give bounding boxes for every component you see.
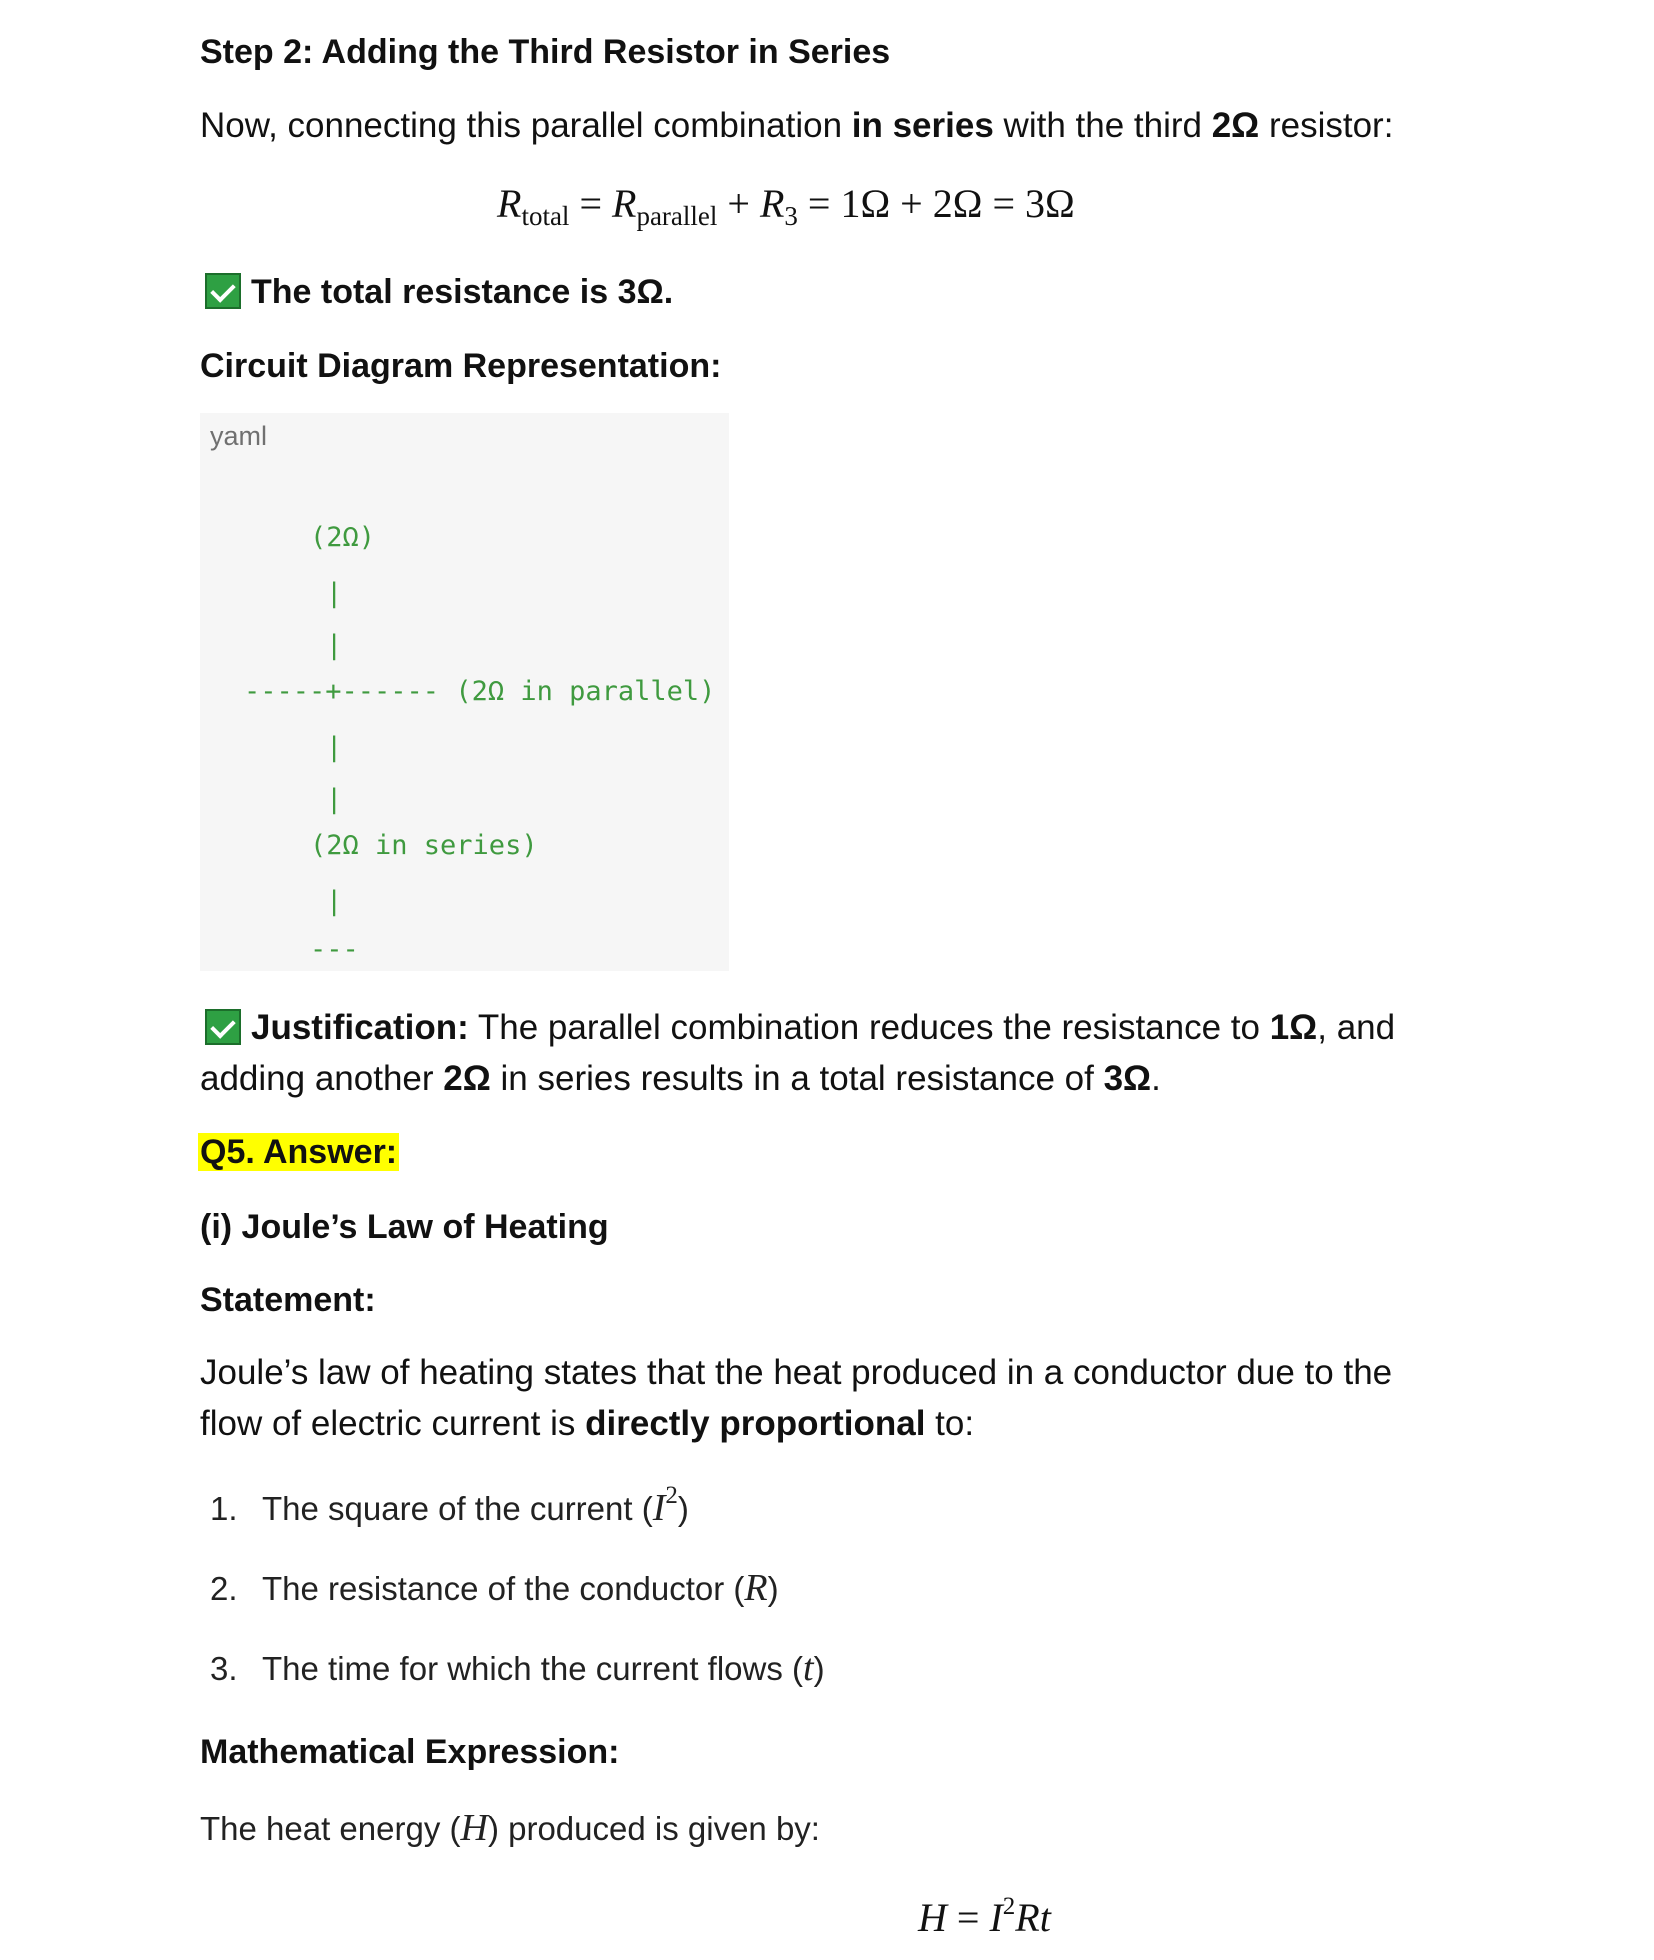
step2-intro xyxy=(200,100,1393,151)
r3-symbol: R xyxy=(759,181,785,226)
q5-answer-label xyxy=(198,1130,399,1174)
math-expression-heading: Mathematical Expression: xyxy=(200,1733,620,1771)
check-mark-icon xyxy=(205,1009,241,1045)
code-line: (2Ω) xyxy=(310,522,376,553)
q5-answer-highlight: Q5. Answer: xyxy=(200,1133,398,1171)
total-resistance-equation xyxy=(497,180,1075,231)
code-line: | xyxy=(326,784,343,815)
formula-equals: = xyxy=(946,1895,990,1940)
heat-text: ) produced is given by: xyxy=(487,1810,820,1847)
list-text: The time for which the current flows ( xyxy=(262,1650,804,1687)
justification-line2 xyxy=(200,1053,1161,1104)
heat-text: The heat energy ( xyxy=(200,1810,461,1847)
code-line: -----+------ (2Ω in parallel) xyxy=(244,676,716,707)
justification-text: in series results in a total resistance of xyxy=(490,1059,1104,1098)
code-language-label: yaml xyxy=(210,421,268,451)
list-text-close: ) xyxy=(677,1490,689,1527)
r-parallel-subscript: parallel xyxy=(636,201,718,231)
justification-text: The parallel combination reduces the resistance to xyxy=(468,1008,1270,1047)
justification-text: adding another xyxy=(200,1059,444,1098)
code-line: | xyxy=(326,732,343,763)
check-mark-icon xyxy=(205,273,241,309)
statement-line1: Joule’s law of heating states that the heat produced in a conductor due to the xyxy=(200,1353,1393,1392)
formula-i: I xyxy=(989,1895,1003,1940)
statement-bold: directly proportional xyxy=(585,1404,926,1443)
joule-law-heading: (i) Joule’s Law of Heating xyxy=(200,1208,609,1246)
list-text-close: ) xyxy=(767,1570,779,1607)
formula-superscript: 2 xyxy=(1002,1893,1016,1920)
equation-result: = 1Ω + 2Ω = 3Ω xyxy=(797,181,1075,226)
heat-energy-line xyxy=(200,1806,820,1851)
list-text: The resistance of the conductor ( xyxy=(262,1570,745,1607)
justification-bold-3ohm: 3Ω xyxy=(1103,1059,1152,1098)
justification-bold-2ohm: 2Ω xyxy=(443,1059,491,1098)
r3-subscript: 3 xyxy=(784,201,798,231)
justification-label: Justification: xyxy=(251,1008,469,1047)
statement-line2 xyxy=(200,1398,974,1449)
intro-text-mid: with the third xyxy=(993,106,1212,145)
statement-text: flow of electric current is xyxy=(200,1404,586,1443)
formula-h: H xyxy=(918,1895,947,1940)
justification-bold-1ohm: 1Ω xyxy=(1269,1008,1318,1047)
r-total-symbol: R xyxy=(497,181,522,226)
list-text: The square of the current ( xyxy=(262,1490,653,1527)
statement-heading: Statement: xyxy=(200,1281,376,1319)
circuit-code-block xyxy=(200,413,729,971)
justification-text: . xyxy=(1151,1059,1161,1098)
r-parallel-symbol: R xyxy=(612,181,637,226)
heat-symbol: H xyxy=(460,1807,488,1849)
code-line: | xyxy=(326,630,343,661)
code-line: (2Ω in series) xyxy=(310,830,538,861)
code-line: | xyxy=(326,578,343,609)
list-math-symbol: I xyxy=(652,1487,666,1529)
list-math-superscript: 2 xyxy=(665,1482,678,1509)
circuit-heading: Circuit Diagram Representation: xyxy=(200,347,722,385)
joule-formula xyxy=(918,1894,1051,1941)
code-line: --- xyxy=(310,934,359,965)
list-item xyxy=(210,1646,825,1691)
list-text-close: ) xyxy=(813,1650,825,1687)
list-number: 1. xyxy=(210,1490,238,1527)
list-item xyxy=(210,1566,779,1611)
intro-text: Now, connecting this parallel combination xyxy=(200,106,852,145)
list-number: 3. xyxy=(210,1650,238,1687)
justification-text: , and xyxy=(1317,1008,1396,1047)
r-total-subscript: total xyxy=(521,201,570,231)
list-item xyxy=(210,1482,689,1531)
equals-sign: = xyxy=(569,181,612,226)
total-result-text: The total resistance is 3Ω. xyxy=(251,273,674,311)
list-number: 2. xyxy=(210,1570,238,1607)
list-math-symbol: R xyxy=(744,1567,768,1609)
intro-bold-in-series: in series xyxy=(851,106,994,145)
intro-bold-2ohm: 2Ω xyxy=(1211,106,1260,145)
formula-rt: Rt xyxy=(1015,1895,1051,1940)
justification-line1 xyxy=(205,1002,1395,1053)
plus-sign: + xyxy=(717,181,760,226)
statement-text: to: xyxy=(925,1404,975,1443)
total-result xyxy=(205,270,673,314)
intro-text-post: resistor: xyxy=(1259,106,1394,145)
code-line: | xyxy=(326,886,343,917)
step2-heading: Step 2: Adding the Third Resistor in Series xyxy=(200,33,891,71)
list-math-symbol: t xyxy=(803,1647,814,1689)
